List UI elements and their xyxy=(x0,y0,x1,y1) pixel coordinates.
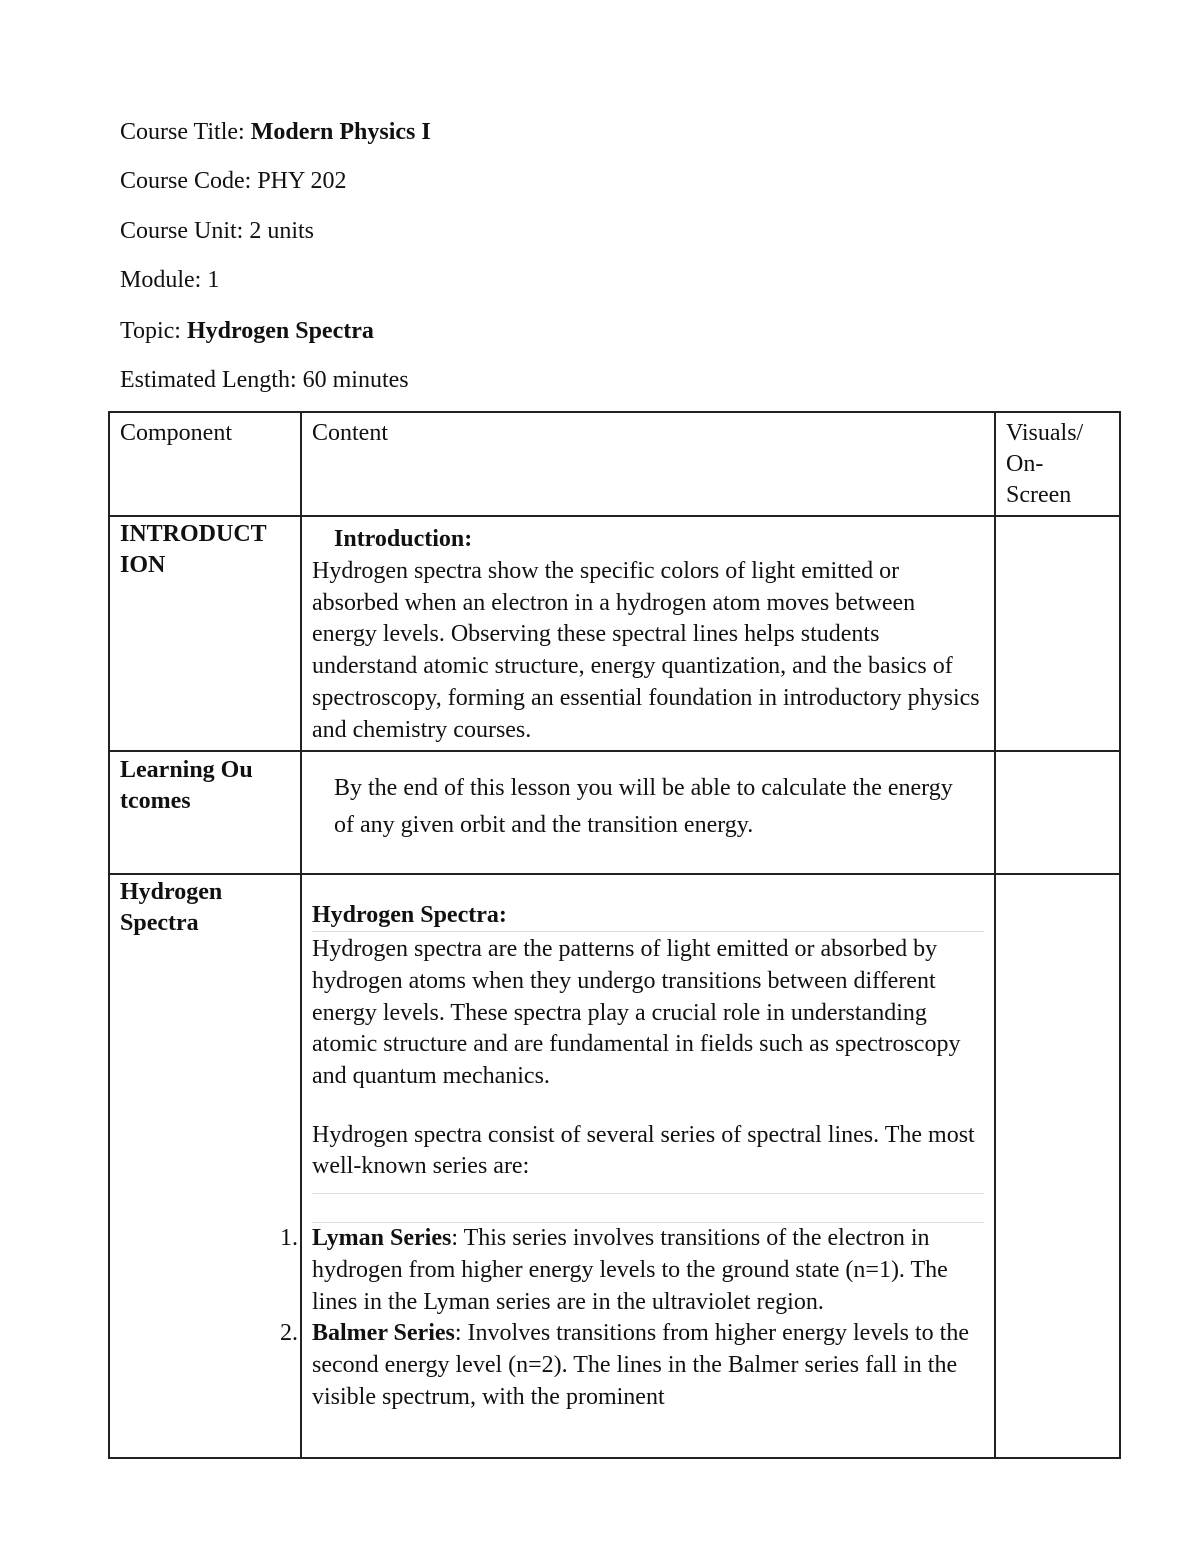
intro-text: Hydrogen spectra show the specific colors of light emitted or absorbed when an electron in a hydrogen atom moves between energy levels. Observing these spectral lines helps students understand atomic structure, energy quantization, and the basics of spectroscopy, forming an essential foundation in introductory physics and chemistry courses. xyxy=(312,558,980,743)
header-visuals-cell xyxy=(995,412,1120,516)
spectra-content xyxy=(280,875,994,1457)
intro-component xyxy=(110,517,300,585)
spectra-heading: Hydrogen Spectra: xyxy=(312,902,507,929)
list-item-lyman xyxy=(280,1223,984,1318)
header-content: Content xyxy=(312,420,388,446)
topic-line xyxy=(120,316,374,346)
header-visuals-line-3: Screen xyxy=(1006,482,1072,508)
table-row-learning-outcomes xyxy=(109,751,1120,874)
outcomes-visuals-cell xyxy=(995,751,1120,874)
header-content-cell xyxy=(301,412,995,516)
course-title-value: Modern Physics I xyxy=(250,119,431,145)
intro-visuals-cell xyxy=(995,516,1120,751)
lesson-plan-table xyxy=(108,411,1121,1459)
table-header-row xyxy=(109,412,1120,516)
intro-component-cell xyxy=(109,516,301,751)
spectra-component-cell xyxy=(109,874,301,1458)
header-visuals-line-2: On- xyxy=(1006,451,1044,477)
intro-content xyxy=(302,517,994,750)
intro-component-line-1: INTRODUCT xyxy=(120,521,267,547)
table-row-hydrogen-spectra xyxy=(109,874,1120,1458)
header-component-cell xyxy=(109,412,301,516)
estimated-length-line: Estimated Length: 60 minutes xyxy=(120,367,409,393)
balmer-series-title: Balmer Series xyxy=(312,1320,455,1347)
outcomes-content-cell xyxy=(301,751,995,874)
intro-component-line-2: ION xyxy=(120,552,166,578)
list-number: 1. xyxy=(280,1225,298,1252)
course-code-line: Course Code: PHY 202 xyxy=(120,168,347,194)
topic-label: Topic: xyxy=(120,318,187,344)
course-unit-line: Course Unit: 2 units xyxy=(120,218,315,244)
spectra-content-cell xyxy=(280,874,995,1458)
module-line: Module: 1 xyxy=(120,267,220,293)
list-item-balmer xyxy=(280,1318,984,1413)
outcomes-component-cell xyxy=(109,751,301,874)
divider xyxy=(312,1193,984,1194)
spectra-paragraph-1: Hydrogen spectra are the patterns of light emitted or absorbed by hydrogen atoms when they undergo transitions between different energy levels. These spectra play a crucial role in understanding atomic structure and are fundamental in fields such as spectroscopy and quantum mechanics. xyxy=(312,936,961,1090)
header-visuals-line-1: Visuals/ xyxy=(1006,420,1084,446)
course-title-label: Course Title: xyxy=(120,119,251,145)
intro-content-cell xyxy=(301,516,995,751)
divider xyxy=(312,931,984,932)
topic-value: Hydrogen Spectra xyxy=(186,318,374,344)
balmer-series-text: : Involves transitions from higher energy levels to the second energy level (n=2). The lines in the Balmer series fall in the visible spectrum, with the prominent xyxy=(312,1320,969,1410)
list-number: 2. xyxy=(280,1320,298,1347)
intro-heading: Introduction: xyxy=(334,526,473,552)
outcomes-text: By the end of this lesson you will be able to calculate the energy of any given orbit and the transition energy. xyxy=(334,775,953,839)
table-row-introduction xyxy=(109,516,1120,751)
spectra-paragraph-2: Hydrogen spectra consist of several series of spectral lines. The most well-known series are: xyxy=(312,1121,975,1180)
header-visuals xyxy=(996,413,1119,515)
lyman-series-title: Lyman Series xyxy=(312,1225,452,1252)
lyman-series-text: : This series involves transitions of the electron in hydrogen from higher energy levels to the ground state (n=1). The lines in the Lyman series are in the ultraviolet region. xyxy=(312,1225,948,1315)
header-component: Component xyxy=(120,420,232,446)
spectra-visuals-cell xyxy=(995,874,1120,1458)
spectra-component: Hydrogen Spectra xyxy=(120,879,223,937)
course-title-line xyxy=(120,117,431,147)
outcomes-component: Learning Outcomes xyxy=(120,757,253,815)
